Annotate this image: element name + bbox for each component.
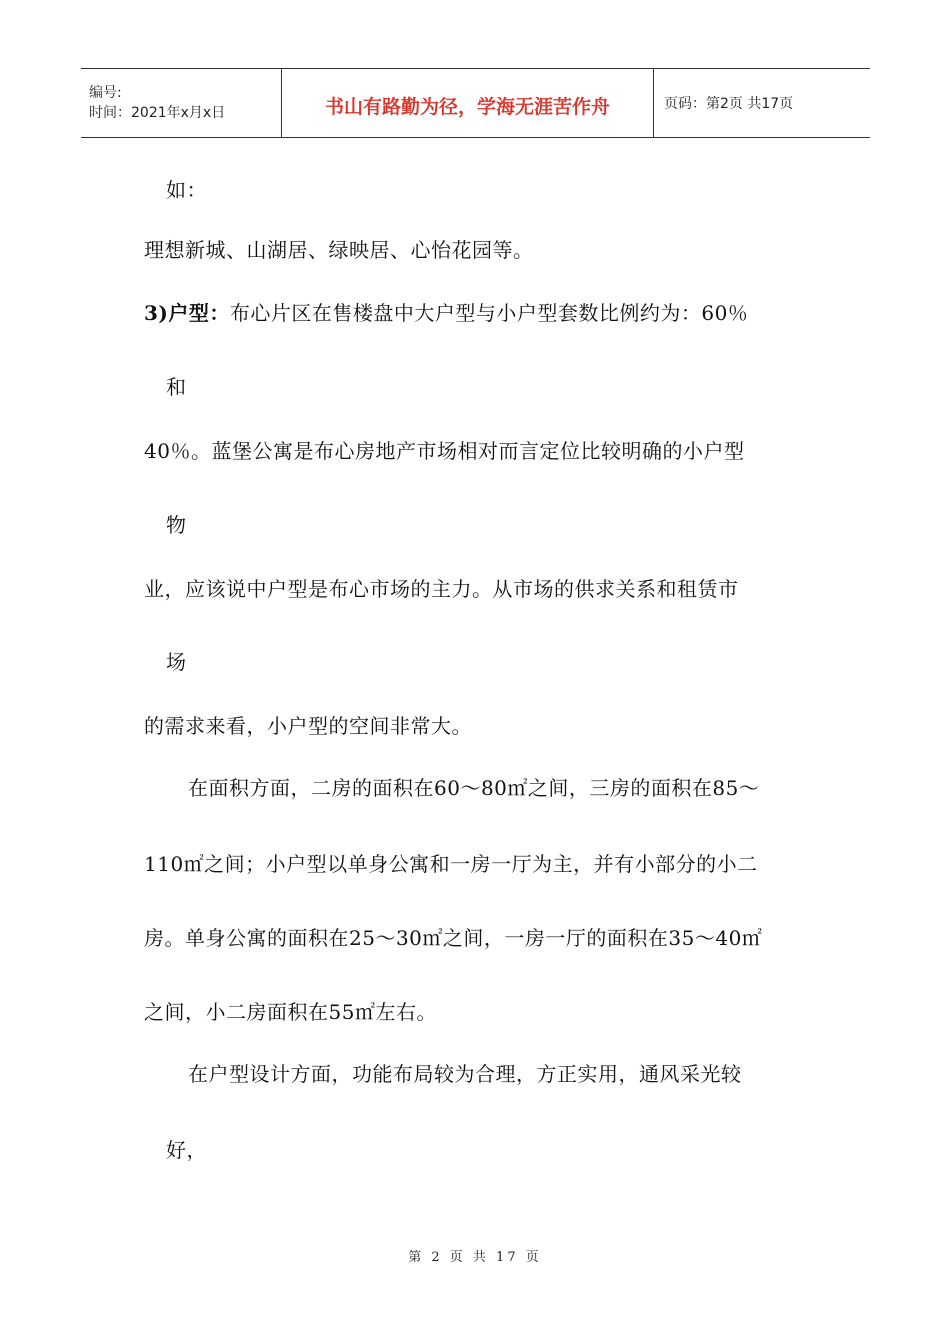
- header-meta-cell: [81, 69, 281, 137]
- header-page-info: 页码：第2页 共17页: [664, 96, 794, 112]
- text-line: 如：: [166, 178, 207, 202]
- document-number-label: 编号:: [89, 85, 122, 101]
- text-line: 物: [166, 513, 187, 537]
- text-line: 场: [166, 650, 187, 674]
- text-line: 在面积方面，二房的面积在60～80㎡之间，三房的面积在85～: [188, 776, 760, 800]
- text-line: 好，: [166, 1138, 207, 1162]
- header-motto: 书山有路勤为径，学海无涯苦作舟: [324, 95, 610, 118]
- text-line: 40％。蓝堡公寓是布心房地产市场相对而言定位比较明确的小户型: [144, 439, 745, 463]
- section-heading: 3)户型：: [144, 301, 230, 325]
- text-line: [144, 297, 748, 326]
- header-page-cell: [654, 69, 870, 137]
- text-line: 110㎡之间；小户型以单身公寓和一房一厅为主，并有小部分的小二: [144, 852, 758, 876]
- header-motto-cell: [281, 69, 654, 137]
- text-line: 之间，小二房面积在55㎡左右。: [144, 1000, 437, 1024]
- text-line: 的需求来看，小户型的空间非常大。: [144, 714, 472, 738]
- text-line: 房。单身公寓的面积在25～30㎡之间，一房一厅的面积在35～40㎡: [144, 926, 763, 950]
- page-footer: 第 2 页 共 17 页: [408, 1250, 542, 1265]
- header-table: [81, 68, 870, 138]
- text-line: 理想新城、山湖居、绿映居、心怡花园等。: [144, 238, 534, 262]
- text-line: 在户型设计方面，功能布局较为合理，方正实用，通风采光较: [188, 1062, 742, 1086]
- text-line: 业，应该说中户型是布心市场的主力。从市场的供求关系和租赁市: [144, 577, 739, 601]
- document-time-label: 时间：2021年x月x日: [89, 105, 226, 121]
- text-line-rest: 布心片区在售楼盘中大户型与小户型套数比例约为：60％: [229, 301, 749, 325]
- text-line: 和: [166, 375, 187, 399]
